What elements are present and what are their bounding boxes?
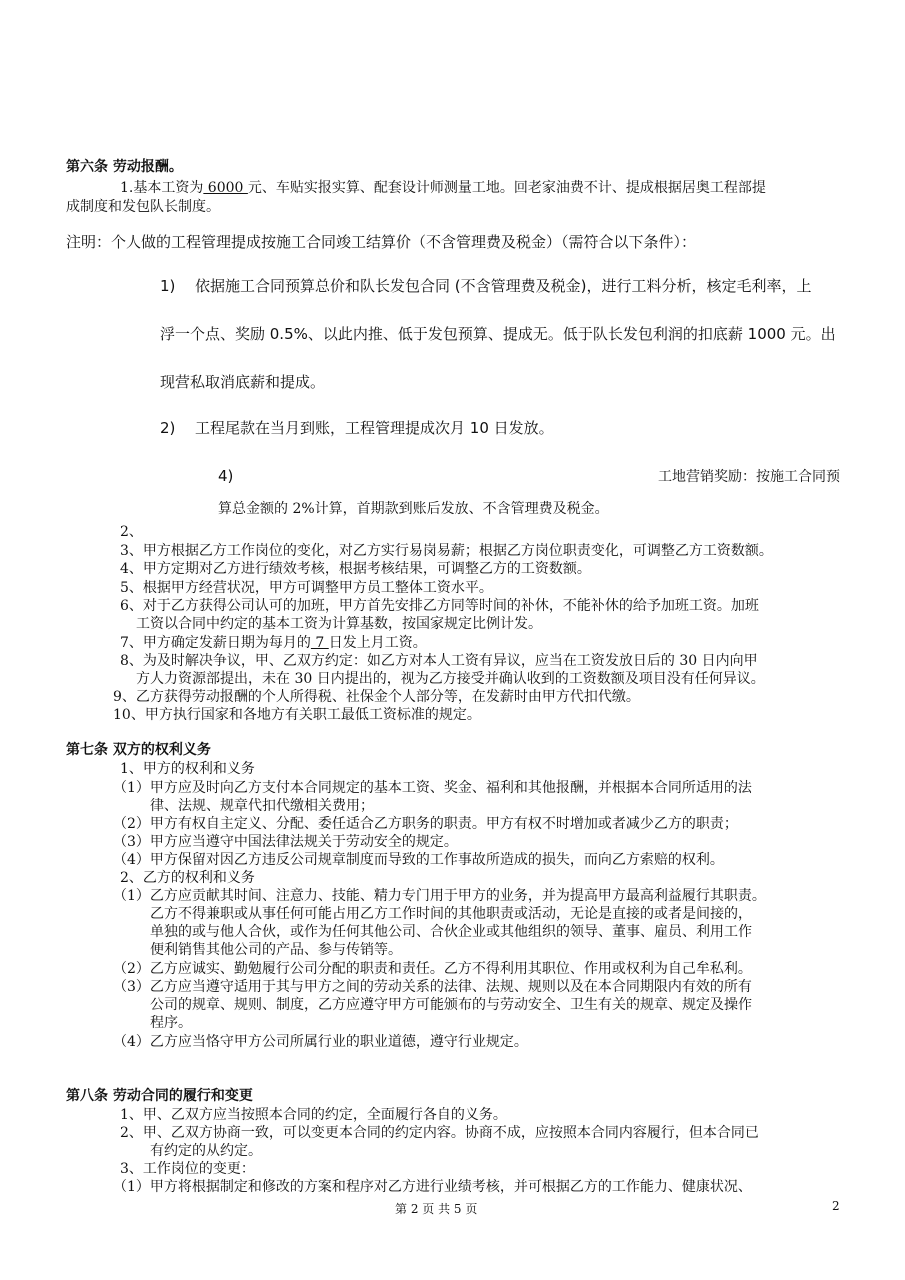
list-item: （3）乙方应当遵守适用于其与甲方之间的劳动关系的法律、法规、规则以及在本合同期限内有效的所有 (113, 979, 752, 995)
list-item: 3、甲方根据乙方工作岗位的变化，对乙方实行易岗易薪；根据乙方岗位职责变化，可调整乙方工资数额。 (120, 543, 773, 559)
list-item: 1、甲方的权利和义务 (120, 761, 255, 777)
list-item: 10、甲方执行国家和各地方有关职工最低工资标准的规定。 (113, 707, 481, 723)
item4-cont: 算总金额的 2%计算，首期款到账后发放、不含管理费及税金。 (218, 501, 609, 517)
base-salary-line: 1.基本工资为 6000 元、车贴实报实算、配套设计师测量工地。回老家油费不计、提成根据居奥工程部提 (120, 180, 766, 196)
item1-number: 1) (160, 277, 176, 295)
list-item: （3）甲方应当遵守中国法律法规关于劳动安全的规定。 (113, 834, 458, 850)
item2-number: 2) (160, 419, 176, 437)
list-item: 2、乙方的权利和义务 (120, 870, 255, 886)
list-item: 8、为及时解决争议，甲、乙双方约定：如乙方对本人工资有异议，应当在工资发放日后的 30 日内向甲 (120, 653, 758, 669)
list-item: 程序。 (150, 1015, 192, 1031)
item2-text: 工程尾款在当月到账，工程管理提成次月 10 日发放。 (195, 419, 554, 437)
list-item: 2、甲、乙双方协商一致，可以变更本合同的约定内容。协商不成，应按照本合同内容履行，但本合同已 (120, 1125, 759, 1141)
item4-right: 工地营销奖励：按施工合同预 (658, 469, 840, 485)
list-item: 乙方不得兼职或从事任何可能占用乙方工作时间的其他职责或活动，无论是直接的或者是间接的， (150, 906, 752, 922)
payday-value: 7 (310, 635, 329, 651)
list-item: 1、甲、乙双方应当按照本合同的约定，全面履行各自的义务。 (120, 1107, 507, 1123)
list-item: 律、法规、规章代扣代缴相关费用； (150, 798, 374, 814)
article-7-title: 第七条 双方的权利义务 (66, 742, 211, 758)
list-item: 公司的规章、规则、制度，乙方应遵守甲方可能颁布的与劳动安全、卫生有关的规章、规定及操作 (150, 997, 752, 1013)
item1-line3: 现营私取消底薪和提成。 (160, 373, 326, 391)
list-item: 9、乙方获得劳动报酬的个人所得税、社保金个人部分等，在发薪时由甲方代扣代缴。 (113, 689, 640, 705)
page-number: 2 (832, 1199, 840, 1213)
list-item: （1）甲方应及时向乙方支付本合同规定的基本工资、奖金、福利和其他报酬，并根据本合同所适用的法 (113, 780, 752, 796)
list-item: 有约定的从约定。 (150, 1143, 262, 1159)
list-item: （2）甲方有权自主定义、分配、委任适合乙方职务的职责。甲方有权不时增加或者减少乙方的职责； (113, 816, 738, 832)
note-line: 注明：个人做的工程管理提成按施工合同竣工结算价（不含管理费及税金）（需符合以下条件）： (66, 233, 697, 251)
base-salary-line-cont: 成制度和发包队长制度。 (66, 199, 220, 215)
list-item: 工资以合同中约定的基本工资为计算基数，按国家规定比例计发。 (136, 616, 542, 632)
list-item: 3、工作岗位的变更： (120, 1161, 255, 1177)
salary-amount: 6000 (203, 180, 248, 196)
list-item: （1）乙方应贡献其时间、注意力、技能、精力专门用于甲方的业务，并为提高甲方最高利益履行其职责。 (113, 888, 766, 904)
article-6-title: 第六条 劳动报酬。 (66, 159, 183, 175)
list-item: 5、根据甲方经营状况，甲方可调整甲方员工整体工资水平。 (120, 580, 493, 596)
item1-line1: 依据施工合同预算总价和队长发包合同 (不含管理费及税金)，进行工料分析，核定毛利率，上 (195, 277, 812, 295)
article-8-title: 第八条 劳动合同的履行和变更 (66, 1088, 253, 1104)
footer-page-info: 第 2 页 共 5 页 (395, 1202, 478, 1216)
list-item: 单独的或与他人合伙，或作为任何其他公司、合伙企业或其他组织的领导、董事、雇员、利用工作 (150, 924, 752, 940)
list-item: 4、甲方定期对乙方进行绩效考核，根据考核结果，可调整乙方的工资数额。 (120, 561, 591, 577)
list-item: 方人力资源部提出，未在 30 日内提出的，视为乙方接受并确认收到的工资数额及项目没有任何异议。 (136, 671, 765, 687)
item4-number: 4) (218, 467, 234, 485)
list-item: （1）甲方将根据制定和修改的方案和程序对乙方进行业绩考核，并可根据乙方的工作能力、健康状况、 (113, 1179, 752, 1195)
item1-line2: 浮一个点、奖励 0.5%、以此内推、低于发包预算、提成无。低于队长发包利润的扣底薪 1000 元。出 (160, 325, 836, 343)
list-item: 6、对于乙方获得公司认可的加班，甲方首先安排乙方同等时间的补休，不能补休的给予加班工资。加班 (120, 598, 759, 614)
list-item: （4）乙方应当恪守甲方公司所属行业的职业道德，遵守行业规定。 (113, 1034, 528, 1050)
list-item: （2）乙方应诚实、勤勉履行公司分配的职责和责任。乙方不得利用其职位、作用或权利为自己牟私利。 (113, 961, 752, 977)
list-item: 便利销售其他公司的产品、参与传销等。 (150, 942, 402, 958)
list-item: 2、 (120, 524, 143, 540)
payday-line: 7、甲方确定发薪日期为每月的 7 日发上月工资。 (120, 635, 427, 651)
list-item: （4）甲方保留对因乙方违反公司规章制度而导致的工作事故所造成的损失，而向乙方索赔的权利。 (113, 852, 724, 868)
